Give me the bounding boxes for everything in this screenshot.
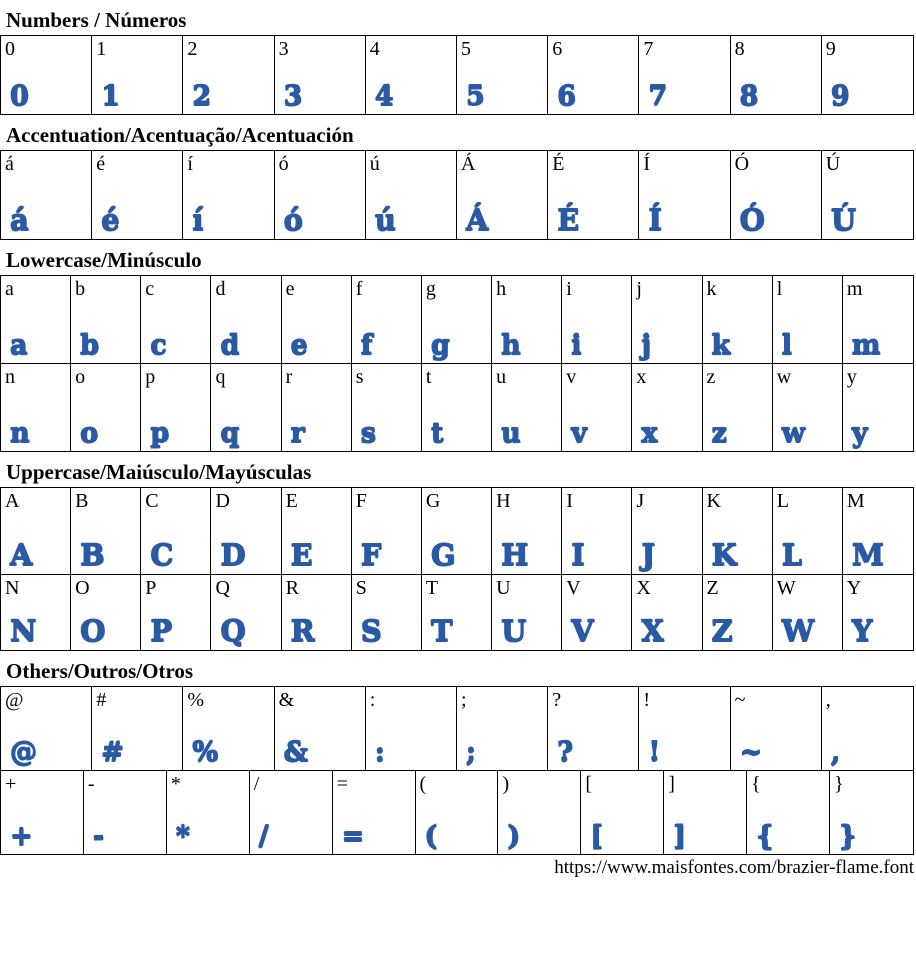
glyph-label: [: [585, 773, 593, 796]
glyph-label: 8: [734, 38, 745, 61]
flame-glyph: 6: [557, 81, 576, 113]
glyph-label: y: [846, 366, 857, 389]
section-title-uppercase: Uppercase/Maiúsculo/Mayúsculas: [6, 460, 312, 485]
flame-glyph: l: [781, 330, 792, 362]
glyph-label: p: [145, 366, 156, 389]
flame-glyph: i: [571, 330, 582, 362]
glyph-label: Q: [215, 577, 230, 600]
glyph-cell: [457, 151, 548, 239]
glyph-label: ;: [460, 689, 467, 712]
flame-glyph: V: [571, 614, 594, 649]
glyph-label: É: [552, 153, 565, 176]
glyph-cell: [548, 36, 639, 114]
glyph-label: Z: [706, 577, 719, 600]
glyph-label: K: [706, 490, 721, 513]
glyph-cell: [731, 687, 822, 770]
flame-glyph: ;: [465, 737, 476, 769]
flame-glyph: M: [851, 538, 884, 573]
glyph-label: H: [496, 490, 511, 513]
flame-glyph: :: [374, 737, 385, 769]
glyph-cell: [1, 687, 92, 770]
flame-glyph: -: [92, 821, 105, 853]
glyph-cell: [352, 488, 422, 574]
flame-glyph: L: [781, 538, 803, 573]
glyph-label: *: [170, 773, 181, 796]
glyph-cell: [250, 771, 333, 854]
glyph-label: B: [75, 490, 89, 513]
glyph-label: P: [145, 577, 157, 600]
glyph-cell: [773, 575, 843, 650]
glyph-cell: [1, 276, 71, 363]
glyph-label: é: [96, 153, 106, 176]
section-title-lowercase: Lowercase/Minúsculo: [6, 248, 202, 273]
glyph-cell: [92, 151, 183, 239]
glyph-label: X: [636, 577, 651, 600]
flame-glyph: Q: [220, 614, 246, 649]
glyph-label: T: [425, 577, 439, 600]
flame-glyph: b: [80, 330, 100, 362]
glyph-cell: [352, 575, 422, 650]
glyph-row: [1, 488, 913, 574]
glyph-label: V: [566, 577, 581, 600]
glyph-cell: [211, 488, 281, 574]
flame-glyph: W: [781, 614, 815, 649]
glyph-label: #: [96, 689, 107, 712]
flame-glyph: y: [851, 418, 868, 450]
flame-glyph: ~: [739, 737, 763, 769]
glyph-cell: [703, 276, 773, 363]
flame-glyph: R: [290, 614, 315, 649]
flame-glyph: #: [101, 737, 124, 769]
flame-glyph: Á: [465, 203, 489, 238]
flame-glyph: Z: [711, 614, 733, 649]
glyph-table-numbers: [0, 35, 914, 115]
glyph-cell: [731, 151, 822, 239]
glyph-label: !: [643, 689, 651, 712]
glyph-cell: [282, 575, 352, 650]
section-title-numbers: Numbers / Números: [6, 8, 187, 32]
flame-glyph: S: [360, 614, 382, 649]
glyph-label: á: [5, 153, 14, 176]
glyph-cell: [422, 364, 492, 451]
flame-glyph: 0: [10, 81, 29, 113]
glyph-cell: [492, 276, 562, 363]
flame-glyph: H: [501, 538, 529, 573]
glyph-cell: [843, 276, 913, 363]
flame-glyph: x: [641, 418, 658, 450]
glyph-cell: [275, 36, 366, 114]
flame-glyph: G: [430, 538, 456, 573]
glyph-cell: [843, 488, 913, 574]
glyph-label: a: [5, 278, 14, 301]
glyph-cell: [282, 488, 352, 574]
glyph-label: n: [5, 366, 15, 389]
glyph-cell: [843, 575, 913, 650]
glyph-label: D: [215, 490, 230, 513]
flame-glyph: e: [290, 330, 308, 362]
glyph-label: U: [496, 577, 511, 600]
glyph-label: 5: [460, 38, 471, 61]
flame-glyph: K: [711, 538, 737, 573]
flame-glyph: j: [641, 330, 652, 362]
glyph-cell: [366, 151, 457, 239]
glyph-label: t: [425, 366, 432, 389]
glyph-label: r: [285, 366, 293, 389]
flame-glyph: %: [192, 737, 219, 769]
glyph-label: Á: [460, 153, 476, 176]
glyph-table-accentuation: [0, 150, 914, 240]
glyph-cell: [703, 488, 773, 574]
section-title-others: Others/Outros/Otros: [6, 659, 194, 684]
glyph-cell: [703, 364, 773, 451]
glyph-label: G: [425, 490, 441, 513]
glyph-label: h: [496, 278, 507, 301]
glyph-label: e: [285, 278, 295, 301]
glyph-label: o: [75, 366, 86, 389]
flame-glyph: U: [501, 614, 527, 649]
flame-glyph: ?: [557, 737, 574, 769]
glyph-label: 4: [369, 38, 380, 61]
flame-glyph: s: [360, 418, 376, 450]
flame-glyph: &: [283, 737, 308, 769]
glyph-cell: [71, 575, 141, 650]
flame-glyph: ó: [283, 203, 303, 238]
glyph-cell: [333, 771, 416, 854]
flame-glyph: D: [220, 538, 246, 573]
flame-glyph: @: [10, 737, 37, 769]
flame-glyph: 5: [465, 81, 485, 113]
glyph-table-others: [0, 686, 914, 855]
flame-glyph: Í: [648, 203, 662, 238]
glyph-label: b: [75, 278, 86, 301]
glyph-label: 1: [96, 38, 107, 61]
glyph-label: {: [751, 773, 761, 796]
glyph-cell: [282, 276, 352, 363]
flame-glyph: ): [507, 821, 521, 853]
glyph-cell: [211, 364, 281, 451]
flame-glyph: q: [220, 418, 240, 450]
flame-glyph: *: [175, 821, 190, 853]
glyph-cell: [548, 687, 639, 770]
glyph-row: [1, 770, 913, 854]
glyph-cell: [211, 276, 281, 363]
flame-glyph: C: [150, 538, 174, 573]
glyph-label: v: [566, 366, 577, 389]
flame-glyph: n: [10, 418, 30, 450]
glyph-cell: [416, 771, 499, 854]
flame-glyph: a: [10, 330, 28, 362]
glyph-label: f: [355, 278, 363, 301]
flame-glyph: í: [192, 203, 204, 238]
flame-glyph: d: [220, 330, 240, 362]
flame-glyph: 4: [374, 81, 394, 113]
glyph-cell: [773, 364, 843, 451]
glyph-cell: [422, 276, 492, 363]
glyph-label: i: [566, 278, 572, 301]
glyph-cell: [92, 36, 183, 114]
glyph-row: [1, 687, 913, 770]
glyph-label: -: [87, 773, 95, 796]
glyph-cell: [731, 36, 822, 114]
glyph-cell: [581, 771, 664, 854]
flame-glyph: =: [341, 821, 365, 853]
glyph-label: &: [278, 689, 295, 712]
glyph-cell: [183, 151, 274, 239]
glyph-cell: [84, 771, 167, 854]
flame-glyph: {: [756, 821, 774, 853]
glyph-cell: [92, 687, 183, 770]
glyph-label: Ú: [825, 153, 841, 176]
glyph-cell: [747, 771, 830, 854]
flame-glyph: I: [571, 538, 585, 573]
flame-glyph: F: [360, 538, 382, 573]
glyph-label: C: [145, 490, 159, 513]
glyph-cell: [492, 575, 562, 650]
glyph-label: c: [145, 278, 155, 301]
flame-glyph: ,: [830, 737, 841, 769]
glyph-label: :: [369, 689, 376, 712]
flame-glyph: 3: [283, 81, 303, 113]
glyph-label: J: [636, 490, 645, 513]
flame-glyph: +: [10, 821, 33, 853]
glyph-cell: [71, 276, 141, 363]
glyph-label: 9: [825, 38, 836, 61]
glyph-label: ú: [369, 153, 380, 176]
glyph-table-lowercase: [0, 275, 914, 452]
glyph-cell: [830, 771, 913, 854]
flame-glyph: É: [557, 203, 580, 238]
flame-glyph: w: [781, 418, 805, 450]
flame-glyph: J: [641, 538, 656, 573]
glyph-label: q: [215, 366, 226, 389]
glyph-label: L: [776, 490, 789, 513]
glyph-label: d: [215, 278, 226, 301]
flame-glyph: é: [101, 203, 120, 238]
flame-glyph: á: [10, 203, 29, 238]
glyph-cell: [141, 488, 211, 574]
glyph-label: 0: [5, 38, 15, 61]
flame-glyph: Y: [851, 614, 873, 649]
flame-glyph: P: [150, 614, 173, 649]
glyph-label: M: [846, 490, 865, 513]
glyph-label: 7: [643, 38, 654, 61]
glyph-cell: [71, 488, 141, 574]
glyph-label: N: [5, 577, 20, 600]
glyph-cell: [1, 575, 71, 650]
glyph-cell: [71, 364, 141, 451]
glyph-label: O: [75, 577, 90, 600]
glyph-cell: [275, 687, 366, 770]
glyph-label: x: [636, 366, 647, 389]
glyph-cell: [167, 771, 250, 854]
flame-glyph: 7: [648, 81, 668, 113]
glyph-cell: [822, 36, 913, 114]
flame-glyph: c: [150, 330, 167, 362]
glyph-cell: [664, 771, 747, 854]
glyph-cell: [183, 36, 274, 114]
flame-glyph: m: [851, 330, 881, 362]
flame-glyph: [: [590, 821, 604, 853]
flame-glyph: 9: [830, 81, 850, 113]
flame-glyph: u: [501, 418, 521, 450]
glyph-label: @: [5, 689, 24, 712]
glyph-cell: [457, 687, 548, 770]
glyph-cell: [457, 36, 548, 114]
glyph-cell: [275, 151, 366, 239]
glyph-label: z: [706, 366, 716, 389]
glyph-cell: [548, 151, 639, 239]
glyph-cell: [1, 771, 84, 854]
glyph-label: ~: [734, 689, 746, 712]
glyph-cell: [639, 687, 730, 770]
flame-glyph: X: [641, 614, 664, 649]
glyph-cell: [1, 488, 71, 574]
glyph-cell: [822, 151, 913, 239]
glyph-cell: [141, 276, 211, 363]
glyph-label: 3: [278, 38, 289, 61]
glyph-cell: [352, 364, 422, 451]
flame-glyph: 8: [739, 81, 759, 113]
flame-glyph: k: [711, 330, 731, 362]
flame-glyph: g: [430, 330, 450, 362]
glyph-table-uppercase: [0, 487, 914, 651]
flame-glyph: 2: [192, 81, 212, 113]
glyph-label: ,: [825, 689, 831, 712]
glyph-cell: [422, 488, 492, 574]
glyph-row: [1, 151, 913, 239]
glyph-cell: [492, 364, 562, 451]
glyph-row: [1, 363, 913, 451]
flame-glyph: N: [10, 614, 37, 649]
glyph-label: W: [776, 577, 796, 600]
glyph-label: Ó: [734, 153, 750, 176]
glyph-cell: [1, 36, 92, 114]
glyph-cell: [822, 687, 913, 770]
glyph-cell: [352, 276, 422, 363]
glyph-label: 2: [187, 38, 198, 61]
flame-glyph: O: [80, 614, 106, 649]
glyph-cell: [632, 364, 702, 451]
flame-glyph: z: [711, 418, 727, 450]
glyph-cell: [639, 36, 730, 114]
glyph-label: j: [636, 278, 642, 301]
glyph-row: [1, 574, 913, 650]
flame-glyph: Ú: [830, 203, 857, 238]
glyph-label: %: [187, 689, 205, 712]
flame-glyph: t: [430, 418, 444, 450]
flame-glyph: B: [80, 538, 105, 573]
glyph-cell: [422, 575, 492, 650]
glyph-label: ?: [552, 689, 562, 712]
flame-glyph: E: [290, 538, 313, 573]
glyph-label: w: [776, 366, 792, 389]
flame-glyph: Ó: [739, 203, 765, 238]
flame-glyph: ]: [673, 821, 687, 853]
flame-glyph: /: [258, 821, 269, 853]
glyph-label: s: [355, 366, 364, 389]
flame-glyph: f: [360, 330, 373, 362]
glyph-label: (: [419, 773, 427, 796]
glyph-cell: [562, 488, 632, 574]
flame-glyph: ú: [374, 203, 396, 238]
glyph-cell: [639, 151, 730, 239]
section-title-accentuation: Accentuation/Acentuação/Acentuación: [6, 123, 354, 148]
glyph-label: í: [187, 153, 193, 176]
glyph-label: E: [285, 490, 298, 513]
sections-container: [0, 9, 916, 855]
glyph-label: 6: [552, 38, 563, 61]
glyph-label: u: [496, 366, 507, 389]
flame-glyph: }: [839, 821, 857, 853]
glyph-label: +: [5, 773, 17, 796]
glyph-cell: [498, 771, 581, 854]
glyph-label: Í: [643, 153, 651, 176]
glyph-cell: [366, 36, 457, 114]
glyph-cell: [632, 575, 702, 650]
glyph-cell: [562, 364, 632, 451]
glyph-cell: [282, 364, 352, 451]
flame-glyph: T: [430, 614, 453, 649]
glyph-cell: [632, 488, 702, 574]
glyph-row: [1, 36, 913, 114]
glyph-label: =: [336, 773, 348, 796]
glyph-cell: [562, 276, 632, 363]
flame-glyph: h: [501, 330, 521, 362]
glyph-cell: [773, 276, 843, 363]
glyph-cell: [1, 151, 92, 239]
flame-glyph: !: [648, 737, 661, 769]
glyph-label: F: [355, 490, 367, 513]
flame-glyph: v: [571, 418, 587, 450]
glyph-cell: [632, 276, 702, 363]
glyph-row: [1, 276, 913, 363]
glyph-cell: [366, 687, 457, 770]
glyph-label: ): [502, 773, 510, 796]
glyph-cell: [492, 488, 562, 574]
glyph-label: ó: [278, 153, 289, 176]
glyph-cell: [562, 575, 632, 650]
glyph-cell: [843, 364, 913, 451]
glyph-cell: [141, 575, 211, 650]
glyph-cell: [703, 575, 773, 650]
flame-glyph: A: [10, 538, 33, 573]
glyph-label: }: [834, 773, 844, 796]
glyph-label: k: [706, 278, 717, 301]
glyph-cell: [773, 488, 843, 574]
glyph-label: R: [285, 577, 299, 600]
glyph-cell: [183, 687, 274, 770]
glyph-label: I: [566, 490, 573, 513]
source-url-caption: https://www.maisfontes.com/brazier-flame.font: [554, 857, 914, 879]
glyph-label: g: [425, 278, 436, 301]
flame-glyph: (: [424, 821, 438, 853]
glyph-label: /: [253, 773, 260, 796]
glyph-cell: [141, 364, 211, 451]
flame-glyph: 1: [101, 81, 120, 113]
flame-glyph: p: [150, 418, 170, 450]
glyph-label: m: [846, 278, 863, 301]
flame-glyph: r: [290, 418, 305, 450]
glyph-label: A: [5, 490, 20, 513]
glyph-cell: [1, 364, 71, 451]
glyph-label: Y: [846, 577, 862, 600]
glyph-label: ]: [668, 773, 675, 796]
glyph-label: S: [355, 577, 367, 600]
glyph-label: l: [776, 278, 783, 301]
glyph-cell: [211, 575, 281, 650]
flame-glyph: o: [80, 418, 99, 450]
